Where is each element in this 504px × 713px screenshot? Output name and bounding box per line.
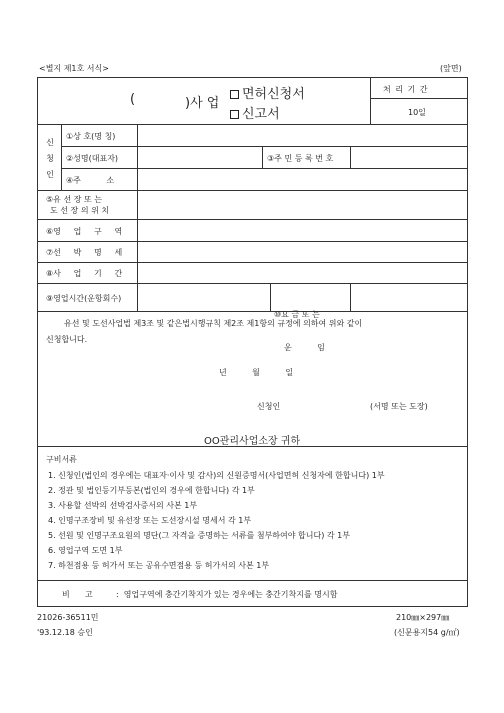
required-document-item: 6. 영업구역 도면 1부 xyxy=(48,546,123,555)
dock-location-field[interactable] xyxy=(138,191,467,218)
option-license-application[interactable] xyxy=(230,83,305,102)
option-report[interactable] xyxy=(230,103,280,122)
vessel-details-label: ⑦선 박 명 세 xyxy=(46,248,123,257)
applicant-side-label: 신청인 xyxy=(46,138,54,179)
business-period-field[interactable] xyxy=(138,263,467,282)
signature-or-seal-note: (서명 또는 도장) xyxy=(370,402,428,411)
applicant-signature-label: 신청인 xyxy=(257,402,281,411)
required-documents-title: 구비서류 xyxy=(46,455,77,464)
form-code: 21026-36511민 xyxy=(37,613,99,622)
business-area-label: ⑥영 업 구 역 xyxy=(46,227,123,236)
addressee: OO관리사업소장 귀하 xyxy=(204,436,301,447)
processing-period-label: 처 리 기 간 xyxy=(383,85,429,94)
checkbox-icon[interactable] xyxy=(230,110,239,119)
checkbox-icon[interactable] xyxy=(230,90,239,99)
paper-size: 210㎜×297㎜ xyxy=(396,613,450,622)
form-number: <별지 제1호 서식> xyxy=(39,64,109,73)
operating-hours-label: ⑨영업시간(운항회수) xyxy=(46,294,122,303)
remarks-text: : 영업구역에 충간기착지가 있는 경우에는 충간기착지를 명시함 xyxy=(116,590,338,599)
statement-line-1: 유선 및 도선사업법 제3조 및 같은법시행규칙 제2조 제1항의 규정에 의하여 위와 같이 xyxy=(64,319,363,328)
option-license-label: 면허신청서 xyxy=(242,87,305,102)
address-label: ④주 소 xyxy=(66,176,115,185)
option-report-label: 신고서 xyxy=(242,107,280,122)
required-document-item: 2. 정관 및 법인등기부등본(법인의 경우에 한합니다) 각 1부 xyxy=(48,486,255,495)
address-field[interactable] xyxy=(138,169,467,189)
approval-date: '93.12.18 승인 xyxy=(37,628,93,637)
required-document-item: 4. 인명구조장비 및 유선장 또는 도선장시설 명세서 각 1부 xyxy=(48,516,252,525)
page-side-label: (앞면) xyxy=(440,64,462,73)
resident-number-field[interactable] xyxy=(351,147,467,167)
resident-number-label: ③주 민 등 록 번 호 xyxy=(267,154,334,163)
business-area-field[interactable] xyxy=(138,220,467,240)
business-type-prefix: ( xyxy=(130,92,136,107)
trade-name-label: ①상 호(명 칭) xyxy=(66,132,116,141)
trade-name-field[interactable] xyxy=(138,125,467,145)
business-period-label: ⑧사 업 기 간 xyxy=(46,269,123,278)
statement-line-2: 신청합니다. xyxy=(46,335,88,344)
paper-spec: (신문용지54 g/㎡) xyxy=(394,628,460,637)
vessel-details-field[interactable] xyxy=(138,242,467,261)
required-document-item: 3. 사용할 선박의 선박검사증서의 사본 1부 xyxy=(48,501,198,510)
dock-location-label: ⑤유 선 장 또 는 도 선 장 의 위 치 xyxy=(46,195,110,215)
remarks-label: 비 고 xyxy=(62,590,93,599)
processing-period-value: 10일 xyxy=(408,108,426,117)
fare-label: ⑩요 금 또 는 운 임 xyxy=(274,310,325,352)
business-type-suffix: )사 업 xyxy=(185,96,220,111)
required-document-item: 7. 하천점용 등 허가서 또는 공유수면점용 등 허가서의 사본 1부 xyxy=(48,561,270,570)
operating-hours-field[interactable] xyxy=(138,284,269,310)
application-date: 년 월 일 xyxy=(219,368,294,377)
required-documents-list xyxy=(48,470,385,575)
fare-field[interactable] xyxy=(351,284,467,310)
representative-name-field[interactable] xyxy=(138,147,261,167)
representative-name-label: ②성명(대표자) xyxy=(66,154,119,163)
required-document-item: 5. 선원 및 인명구조요원의 명단(그 자격을 증명하는 서류를 첨부하여야 합니다) 각 1부 xyxy=(48,531,350,540)
required-document-item: 1. 신청인(법인의 경우에는 대표자·이사 및 감사)의 신원증명서(사업면허 신청자에 한합니다) 1부 xyxy=(48,471,385,480)
